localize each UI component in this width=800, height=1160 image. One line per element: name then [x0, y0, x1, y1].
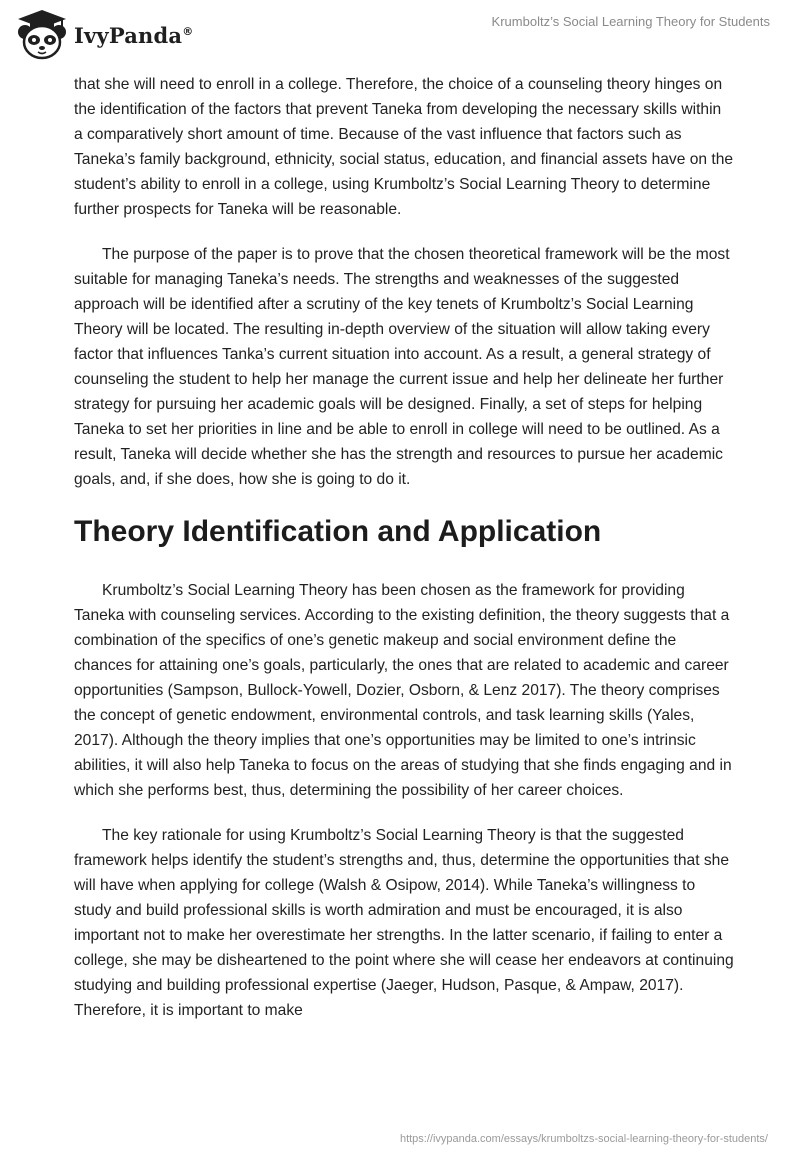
paragraph-4: The key rationale for using Krumboltz’s Social Learning Theory is that the suggested framework helps identify the student’s strengths and, thus, determine the opportunities that she will have when applying for college (Walsh & Osipow, 2014). While Taneka’s willingness to study and build professional skills is worth admiration and must be encouraged, it is also important not to make her overestimate her strengths. In the latter scenario, if failing to enter a college, she may be disheartened to the point where she will cease her endeavors at continuing studying and building professional expertise (Jaeger, Hudson, Pasque, & Ampaw, 2017). Therefore, it is important to make [74, 827, 734, 1019]
ivypanda-logo[interactable] [14, 8, 193, 60]
source-url[interactable]: https://ivypanda.com/essays/krumboltzs-social-learning-theory-for-students/ [399, 1133, 768, 1145]
paragraph-3: Krumboltz’s Social Learning Theory has been chosen as the framework for providing Taneka with counseling services. According to the existing definition, the theory suggests that a combination of the specifics of one’s genetic makeup and social environment define the chances for attaining one’s goals, particularly, the ones that are related to academic and career opportunities (Sampson, Bullock-Yowell, Dozier, Osborn, & Lenz 2017). The theory comprises the concept of genetic endowment, environmental controls, and task learning skills (Yales, 2017). Although the theory implies that one’s opportunities may be limited to one’s intrinsic abilities, it will also help Taneka to focus on the areas of studying that she finds engaging and in which she performs best, thus, determining the possibility of her career choices. [74, 582, 732, 799]
essay-content [74, 72, 734, 1043]
panda-graduate-icon [14, 8, 70, 60]
paragraph-2: The purpose of the paper is to prove that the chosen theoretical framework will be the most suitable for managing Taneka’s needs. The strengths and weaknesses of the suggested approach will be identified after a scrutiny of the key tenets of Krumboltz’s Social Learning Theory will be located. The resulting in-depth overview of the situation will allow taking every factor that influences Tanka’s current situation into account. As a result, a general strategy of counseling the student to help her manage the current issue and help her delineate her further strategy for pursuing her academic goals will be designed. Finally, a set of steps for helping Taneka to set her priorities in line and be able to enroll in college will need to be outlined. As a result, Taneka will decide whether she has the strength and resources to pursue her academic goals, and, if she does, how she is going to do it. [74, 246, 730, 488]
section-heading: Theory Identification and Application [74, 515, 602, 548]
paragraph-1: that she will need to enroll in a college. Therefore, the choice of a counseling theory hinges on the identification of the factors that prevent Taneka from developing the necessary skills within a comparatively short amount of time. Because of the vast influence that factors such as Taneka’s family background, ethnicity, social status, education, and financial assets have on the student’s ability to enroll in a college, using Krumboltz’s Social Learning Theory to determine further prospects for Taneka will be reasonable. [74, 76, 734, 218]
document-title: Krumboltz’s Social Learning Theory for Students [491, 14, 770, 29]
page-header [0, 0, 800, 70]
logo-text: IvyPanda® [74, 22, 194, 48]
